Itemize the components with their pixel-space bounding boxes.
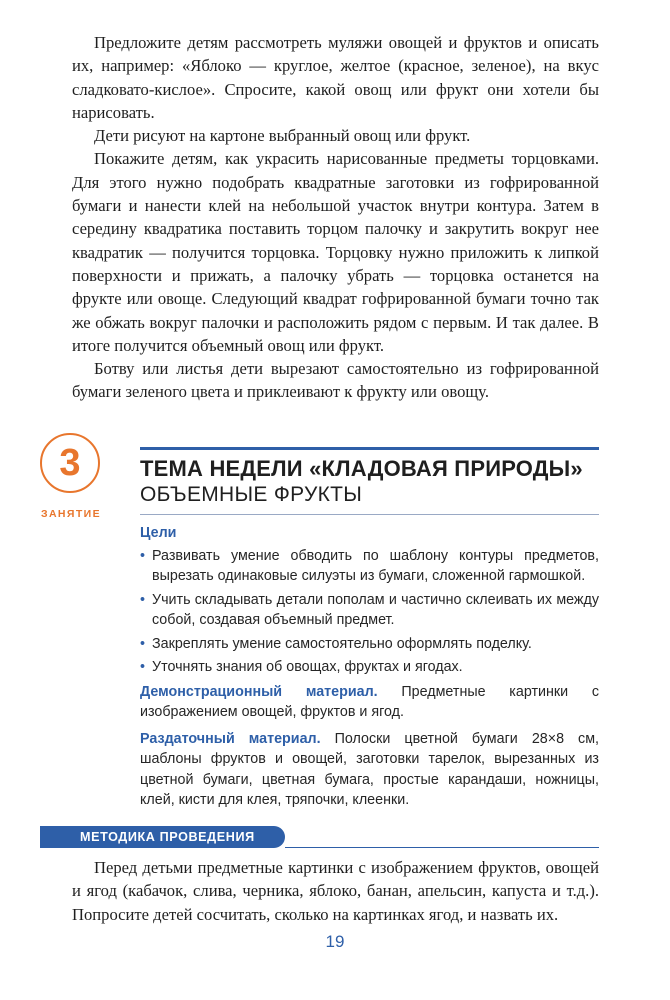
topic-header-rule	[140, 447, 599, 450]
page-number: 19	[325, 932, 345, 951]
goal-item	[140, 590, 599, 631]
bullet-icon: •	[140, 635, 146, 652]
goal-item	[140, 634, 599, 655]
goal-text: Развивать умение обводить по шаблону контуры предметов, вырезать одинаковые силуэты из бумаги, сложенной гармошкой.	[152, 547, 599, 584]
demo-material-label: Демонстрационный материал.	[140, 683, 378, 700]
topic-divider	[140, 514, 599, 515]
bullet-icon: •	[140, 547, 146, 564]
goals-heading: Цели	[140, 525, 177, 541]
method-rule	[285, 847, 599, 848]
demo-material-text: Предметные картинки с изображением овощей, фруктов и ягод.	[140, 683, 600, 720]
goal-item	[140, 657, 599, 678]
handout-material-text: Полоски цветной бумаги 28×8 см, шаблоны фруктов и овощей, заготовки тарелок, вырезанных из цветной бумаги, цветная бумага, простые карандаши, ножницы, клей, кисти для клея, тряпочки, клеенки.	[140, 730, 599, 808]
goals-section	[140, 523, 599, 811]
demo-material	[140, 682, 599, 723]
intro-paragraph: Покажите детям, как украсить нарисованные предметы торцовками. Для этого нужно подобрать квадратные заготовки из гофрированной бумаги и нанести клей на небольшой участок внутри контура. Затем в середину квадратика поставить торцом палочку и закрутить вокруг нее квадратик — получится торцовка. Торцовку нужно приложить к липкой поверхности и прижать, а палочку убрать — торцовка останется на фрукте или овоще. Следующий квадрат гофрированной бумаги точно так же обжать вокруг палочки и расположить рядом с первым. И так далее. В итоге получится объемный овощ или фрукт.	[72, 149, 599, 355]
method-heading: МЕТОДИКА ПРОВЕДЕНИЯ	[40, 826, 285, 848]
handout-material	[140, 729, 599, 811]
lesson-label: ЗАНЯТИЕ	[40, 508, 102, 520]
handout-material-label: Раздаточный материал.	[140, 730, 321, 747]
intro-text	[72, 31, 599, 404]
topic-subtitle: ОБЪЕМНЫЕ ФРУКТЫ	[140, 483, 363, 506]
bullet-icon: •	[140, 659, 146, 675]
method-paragraph: Перед детьми предметные картинки с изображением фруктов, овощей и ягод (кабачок, слива, черника, яблоко, банан, апельсин, капуста и т.д.). Попросите детей сосчитать, сколько на картинках ягод, и назвать их.	[72, 858, 599, 924]
goal-text: Учить складывать детали пополам и частично склеивать их между собой, создавая объемный предмет.	[152, 591, 599, 628]
lesson-number-badge: 3	[40, 433, 100, 493]
goal-text: Закреплять умение самостоятельно оформлять поделку.	[152, 635, 532, 652]
goal-text: Уточнять знания об овощах, фруктах и ягодах.	[152, 659, 463, 675]
intro-paragraph: Ботву или листья дети вырезают самостоятельно из гофрированной бумаги зеленого цвета и приклеивают к фрукту или овощу.	[72, 359, 599, 402]
intro-paragraph: Предложите детям рассмотреть муляжи овощей и фруктов и описать их, например: «Яблоко — круглое, желтое (красное, зеленое), на вкус сладковато-кислое». Спросите, какой овощ или фрукт они хотели бы нарисовать.	[72, 33, 599, 122]
intro-paragraph: Дети рисуют на картоне выбранный овощ или фрукт.	[94, 126, 471, 146]
goal-item	[140, 546, 599, 587]
topic-title: ТЕМА НЕДЕЛИ «КЛАДОВАЯ ПРИРОДЫ»	[140, 456, 583, 481]
method-text	[72, 856, 599, 926]
bullet-icon: •	[140, 591, 146, 608]
